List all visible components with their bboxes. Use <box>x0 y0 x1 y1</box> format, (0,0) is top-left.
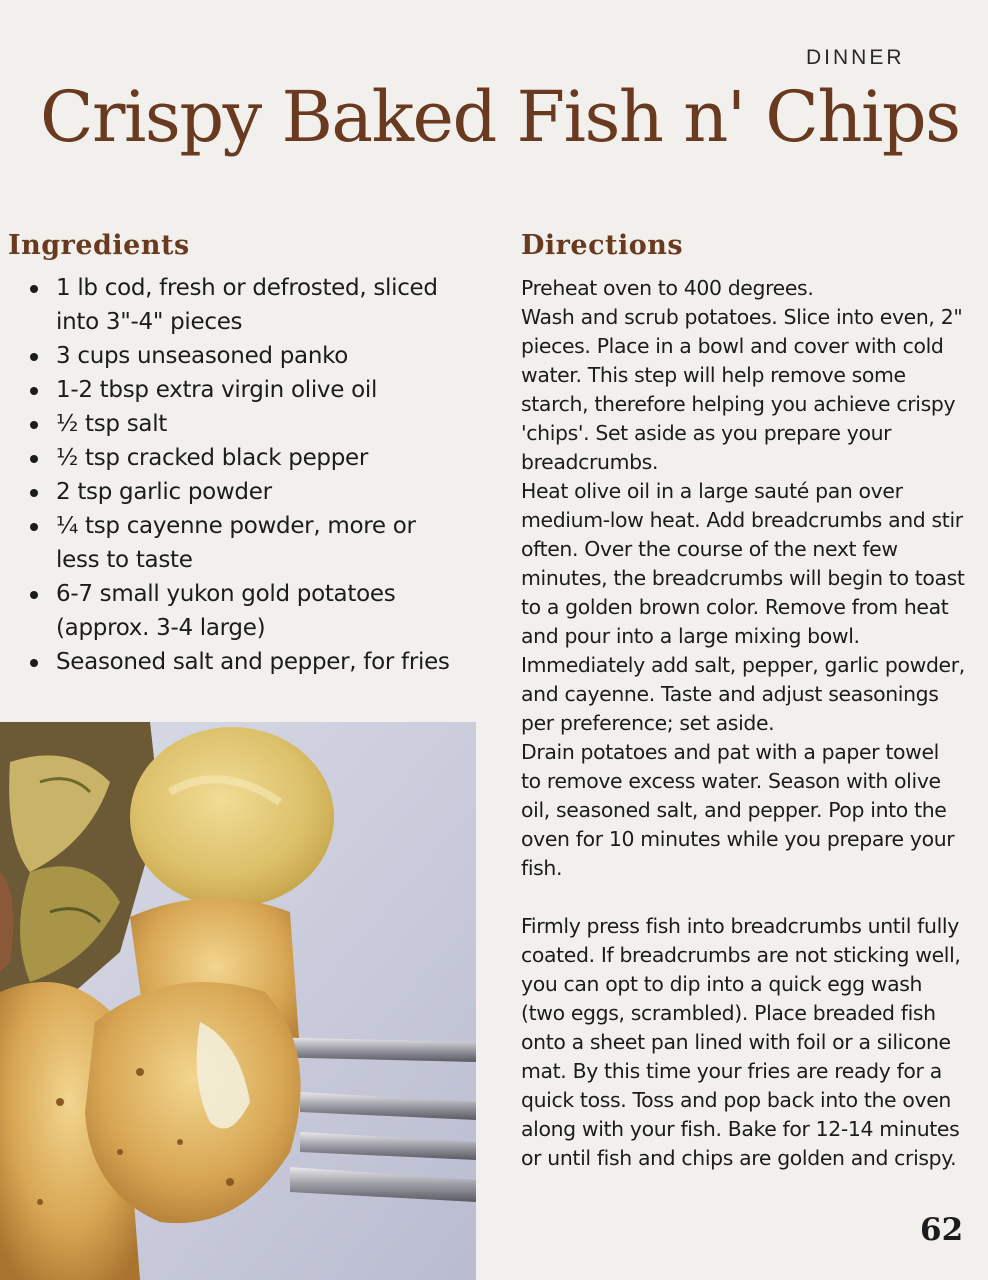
direction-line: to remove excess water. Season with olive <box>521 769 941 793</box>
direction-line: Firmly press fish into breadcrumbs until fully <box>521 914 959 938</box>
direction-line: to a golden brown color. Remove from heat <box>521 595 949 619</box>
direction-line: often. Over the course of the next few <box>521 537 898 561</box>
direction-line: 'chips'. Set aside as you prepare your <box>521 421 892 445</box>
ingredient-item: 3 cups unseasoned panko <box>28 339 498 373</box>
direction-line: along with your fish. Bake for 12-14 minutes <box>521 1117 960 1141</box>
direction-line: fish. <box>521 856 563 880</box>
ingredient-item: ½ tsp cracked black pepper <box>28 441 498 475</box>
ingredient-item: ½ tsp salt <box>28 407 498 441</box>
food-photo <box>0 722 476 1280</box>
direction-line: water. This step will help remove some <box>521 363 906 387</box>
direction-line: breadcrumbs. <box>521 450 659 474</box>
direction-line: Drain potatoes and pat with a paper towel <box>521 740 939 764</box>
direction-line: onto a sheet pan lined with foil or a silicone <box>521 1030 951 1054</box>
ingredient-item: 1 lb cod, fresh or defrosted, sliced into 3"-4" pieces <box>28 271 498 339</box>
direction-line: or until fish and chips are golden and crispy. <box>521 1146 957 1170</box>
direction-line: mat. By this time your fries are ready for a <box>521 1059 942 1083</box>
direction-line: Heat olive oil in a large sauté pan over <box>521 479 903 503</box>
ingredient-item: 6-7 small yukon gold potatoes (approx. 3-4 large) <box>28 577 498 645</box>
direction-line: Immediately add salt, pepper, garlic powder, <box>521 653 965 677</box>
ingredient-item: ¼ tsp cayenne powder, more or less to taste <box>28 509 498 577</box>
page-title: Crispy Baked Fish n' Chips <box>40 76 960 158</box>
direction-line: minutes, the breadcrumbs will begin to toast <box>521 566 965 590</box>
direction-line: coated. If breadcrumbs are not sticking well, <box>521 943 961 967</box>
ingredient-item: Seasoned salt and pepper, for fries <box>28 645 498 679</box>
direction-line: and pour into a large mixing bowl. <box>521 624 860 648</box>
ingredient-item: 2 tsp garlic powder <box>28 475 498 509</box>
ingredients-list <box>28 271 498 679</box>
direction-line: Wash and scrub potatoes. Slice into even, 2" <box>521 305 963 329</box>
directions-text <box>521 274 988 1173</box>
direction-line: medium-low heat. Add breadcrumbs and stir <box>521 508 963 532</box>
direction-line: you can opt to dip into a quick egg wash <box>521 972 923 996</box>
direction-line: oil, seasoned salt, and pepper. Pop into the <box>521 798 947 822</box>
direction-line: (two eggs, scrambled). Place breaded fish <box>521 1001 936 1025</box>
ingredients-heading: Ingredients <box>8 230 190 261</box>
direction-line: oven for 10 minutes while you prepare your <box>521 827 955 851</box>
direction-line: Preheat oven to 400 degrees. <box>521 276 814 300</box>
direction-line: starch, therefore helping you achieve crispy <box>521 392 956 416</box>
directions-heading: Directions <box>521 230 684 261</box>
direction-line: per preference; set aside. <box>521 711 775 735</box>
ingredient-item: 1-2 tbsp extra virgin olive oil <box>28 373 498 407</box>
direction-line: pieces. Place in a bowl and cover with cold <box>521 334 944 358</box>
category-label: DINNER <box>806 46 905 69</box>
direction-line: quick toss. Toss and pop back into the oven <box>521 1088 951 1112</box>
page-number: 62 <box>920 1212 964 1248</box>
direction-line: and cayenne. Taste and adjust seasonings <box>521 682 939 706</box>
